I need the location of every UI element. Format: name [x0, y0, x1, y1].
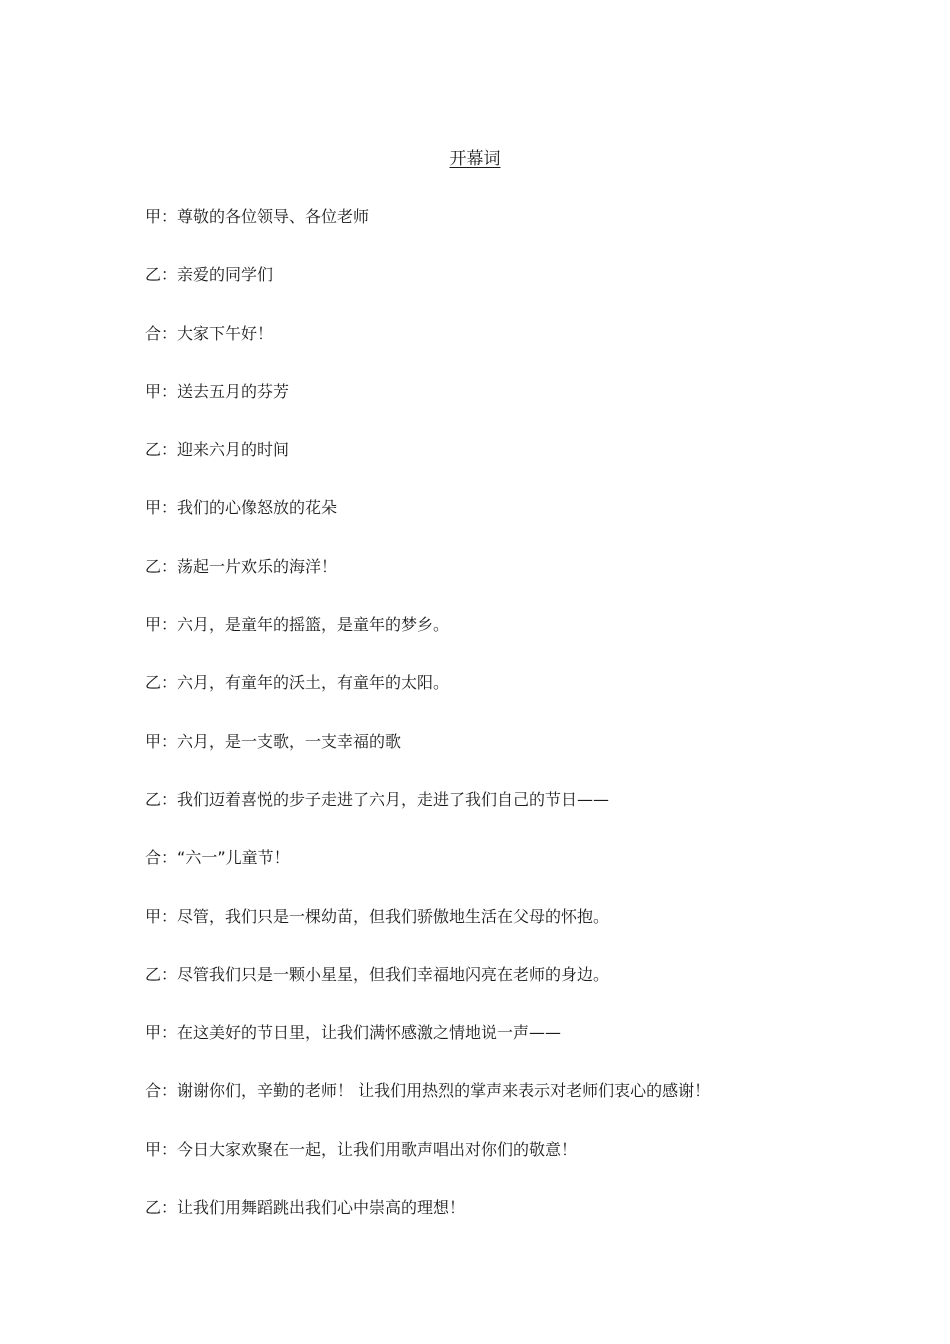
speaker-label: 甲 — [145, 1139, 162, 1159]
line-text: 送去五月的芬芳 — [177, 381, 290, 401]
line-text: 尊敬的各位领导、各位老师 — [177, 207, 370, 226]
speaker-separator: ： — [161, 964, 178, 984]
line-text: 我们的心像怒放的花朵 — [177, 498, 338, 518]
line-text: 让我们用舞蹈跳出我们心中崇高的理想！ — [177, 1198, 466, 1218]
speaker-separator: ： — [161, 440, 178, 460]
speaker-separator: ： — [161, 265, 178, 285]
line-text: 六月，是童年的摇篮，是童年的梦乡。 — [177, 615, 450, 635]
dialogue-line — [145, 845, 845, 903]
speaker-separator: ： — [161, 673, 178, 693]
speaker-label: 乙 — [145, 1198, 162, 1218]
speaker-label: 乙 — [145, 964, 162, 984]
line-text: 大家下午好！ — [177, 323, 274, 343]
speaker-separator: ： — [161, 1023, 178, 1043]
dialogue-list — [145, 204, 845, 1253]
speaker-separator: ： — [161, 498, 178, 518]
dialogue-line — [145, 437, 845, 495]
speaker-separator: ： — [161, 1081, 178, 1101]
dialogue-line — [145, 904, 845, 962]
speaker-separator: ： — [161, 207, 178, 226]
speaker-label: 甲 — [145, 906, 162, 926]
line-text: 六月，有童年的沃土，有童年的太阳。 — [177, 673, 450, 693]
dialogue-line — [145, 729, 845, 787]
speaker-separator: ： — [161, 556, 178, 576]
line-text: 今日大家欢聚在一起，让我们用歌声唱出对你们的敬意！ — [177, 1139, 578, 1159]
speaker-separator: ： — [161, 323, 178, 343]
dialogue-line — [145, 670, 845, 728]
dialogue-line — [145, 554, 845, 612]
line-text: 荡起一片欢乐的海洋！ — [177, 556, 338, 576]
speaker-separator: ： — [161, 1198, 178, 1218]
dialogue-line — [145, 787, 845, 845]
speaker-label: 甲 — [145, 207, 162, 226]
line-text: 尽管，我们只是一棵幼苗，但我们骄傲地生活在父母的怀抱。 — [177, 906, 610, 926]
speaker-label: 合 — [145, 848, 162, 868]
speaker-label: 甲 — [145, 615, 162, 635]
line-text: 在这美好的节日里，让我们满怀感激之情地说一声—— — [177, 1023, 562, 1043]
speaker-label: 合 — [145, 323, 162, 343]
line-text: 六月，是一支歌，一支幸福的歌 — [177, 731, 402, 751]
speaker-label: 甲 — [145, 498, 162, 518]
line-text: 迎来六月的时间 — [177, 440, 290, 460]
line-text: 尽管我们只是一颗小星星，但我们幸福地闪亮在老师的身边。 — [177, 964, 610, 984]
speaker-label: 乙 — [145, 789, 162, 809]
speaker-separator: ： — [161, 906, 178, 926]
line-text: 谢谢你们，辛勤的老师！ 让我们用热烈的掌声来表示对老师们衷心的感谢！ — [177, 1081, 711, 1101]
speaker-separator: ： — [161, 731, 178, 751]
line-text: “六一”儿童节！ — [177, 848, 290, 868]
speaker-label: 甲 — [145, 731, 162, 751]
dialogue-line — [145, 1137, 845, 1195]
dialogue-line — [145, 612, 845, 670]
line-text: 我们迈着喜悦的步子走进了六月，走进了我们自己的节日—— — [177, 789, 610, 809]
speaker-label: 乙 — [145, 556, 162, 576]
speaker-label: 乙 — [145, 440, 162, 460]
dialogue-line — [145, 495, 845, 553]
dialogue-line — [145, 1020, 845, 1078]
page-title: 开幕词 — [449, 149, 501, 169]
speaker-label: 乙 — [145, 673, 162, 693]
dialogue-line — [145, 204, 845, 262]
speaker-label: 乙 — [145, 265, 162, 285]
dialogue-line — [145, 321, 845, 379]
speaker-separator: ： — [161, 381, 178, 401]
speaker-label: 甲 — [145, 381, 162, 401]
speaker-label: 合 — [145, 1081, 162, 1101]
speaker-separator: ： — [161, 615, 178, 635]
dialogue-line — [145, 262, 845, 320]
dialogue-line — [145, 379, 845, 437]
speaker-separator: ： — [161, 1139, 178, 1159]
speaker-label: 甲 — [145, 1023, 162, 1043]
dialogue-line — [145, 962, 845, 1020]
speaker-separator: ： — [161, 789, 178, 809]
speaker-separator: ： — [161, 848, 178, 868]
dialogue-line — [145, 1078, 845, 1136]
dialogue-line — [145, 1195, 845, 1253]
line-text: 亲爱的同学们 — [177, 265, 274, 285]
